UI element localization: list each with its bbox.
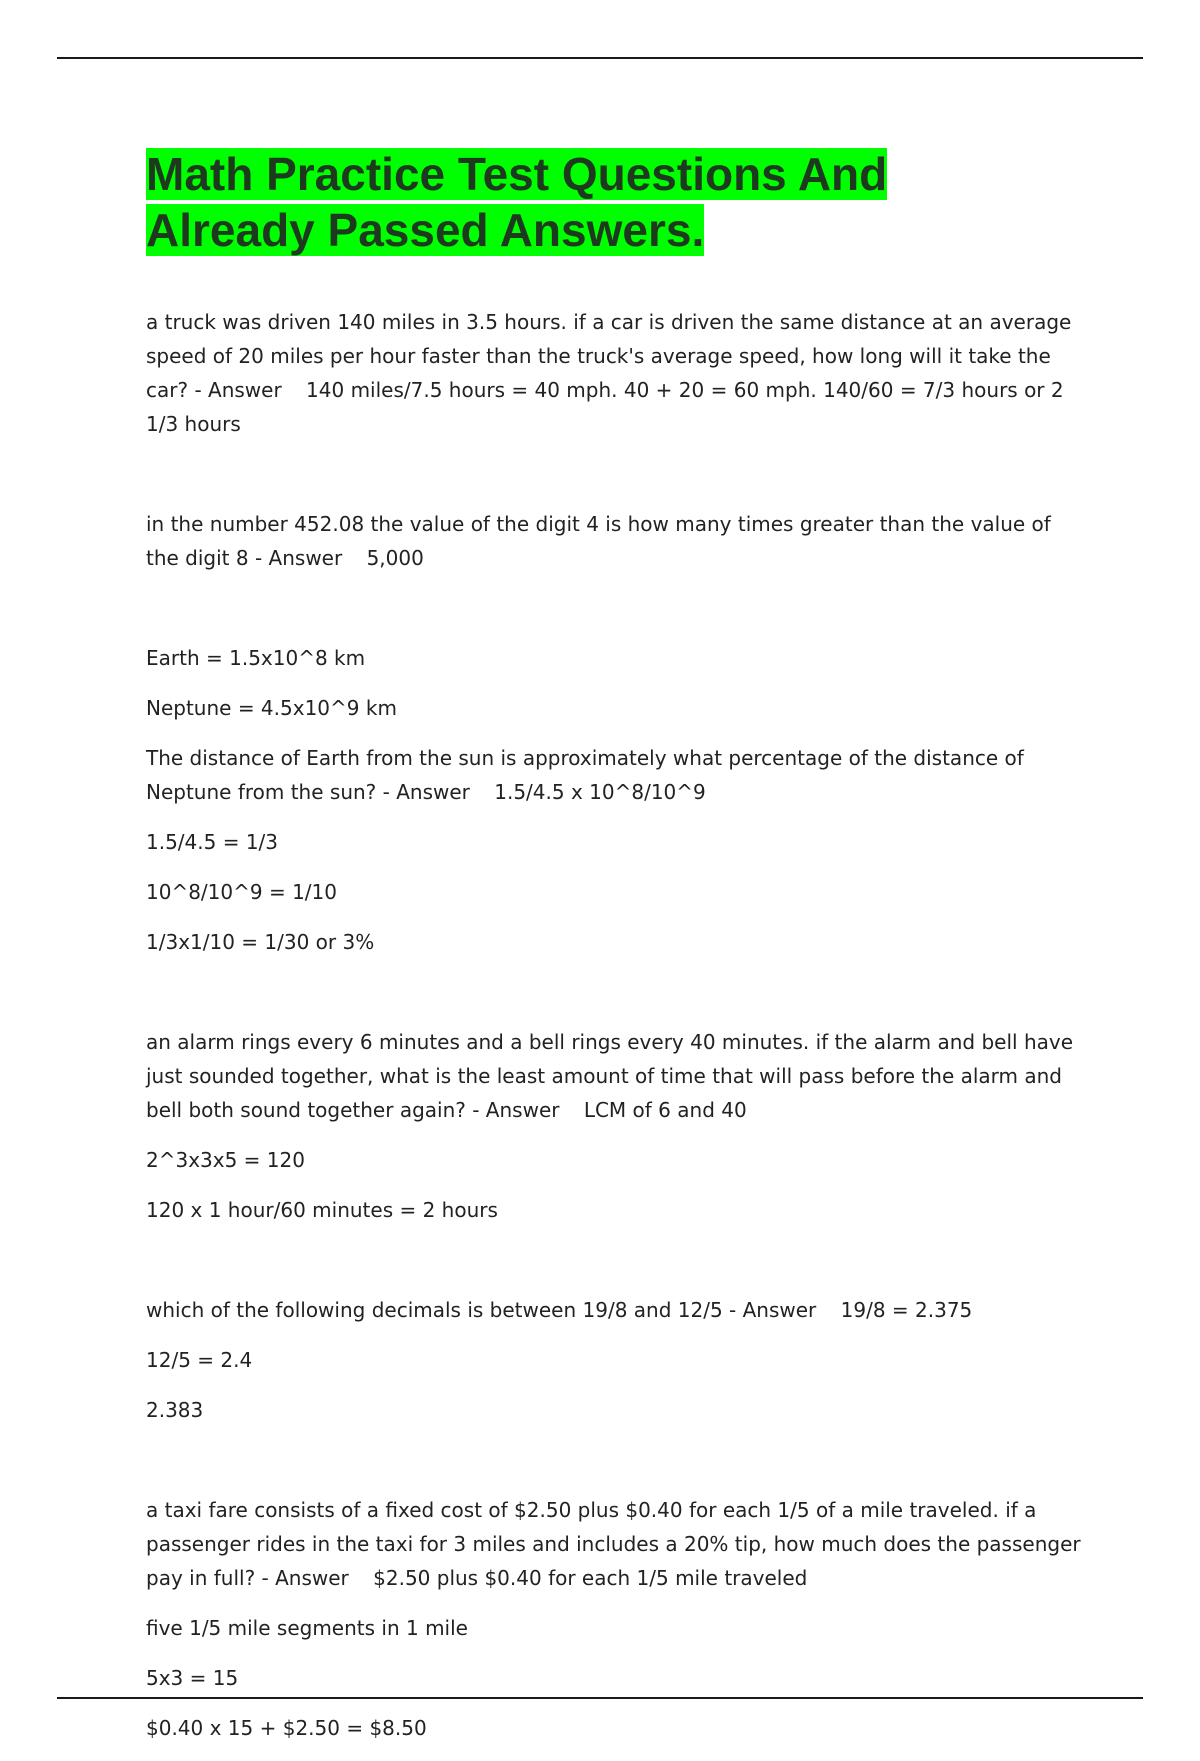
question-2 <box>146 507 1086 575</box>
given-line: Neptune = 4.5x10^9 km <box>146 696 397 720</box>
top-divider <box>57 57 1143 59</box>
answer-step: 120 x 1 hour/60 minutes = 2 hours <box>146 1198 498 1222</box>
question-text: a truck was driven 140 miles in 3.5 hours. if a car is driven the same distance at an average speed of 20 miles per hour faster than the truck's average speed, how long will it take the car? - Answer <box>146 310 1072 402</box>
answer-text: LCM of 6 and 40 <box>583 1098 747 1122</box>
answer-step: 1.5/4.5 = 1/3 <box>146 830 279 854</box>
question-4 <box>146 1025 1086 1127</box>
answer-step: 1/3x1/10 = 1/30 or 3% <box>146 930 375 954</box>
title-line-1: Math Practice Test Questions And <box>146 148 888 200</box>
answer-step: five 1/5 mile segments in 1 mile <box>146 1616 468 1640</box>
given-line: Earth = 1.5x10^8 km <box>146 646 366 670</box>
answer-text: 5,000 <box>366 546 424 570</box>
question-5 <box>146 1293 1086 1327</box>
answer-text: 19/8 = 2.375 <box>840 1298 973 1322</box>
question-1 <box>146 305 1086 441</box>
question-text: in the number 452.08 the value of the digit 4 is how many times greater than the value of the digit 8 - Answer <box>146 512 1051 570</box>
question-text: an alarm rings every 6 minutes and a bell rings every 40 minutes. if the alarm and bell have just sounded together, what is the least amount of time that will pass before the alarm and bell both sound together again? - Answer <box>146 1030 1074 1122</box>
answer-step: 2.383 <box>146 1398 204 1422</box>
bottom-divider <box>57 1697 1143 1699</box>
title-line-2: Already Passed Answers. <box>146 204 705 256</box>
page-title <box>146 146 887 258</box>
answer-step: $0.40 x 15 + $2.50 = $8.50 <box>146 1716 427 1740</box>
answer-text: 140 miles/7.5 hours = 40 mph. 40 + 20 = 60 mph. 140/60 = 7/3 hours or 2 1/3 hours <box>146 378 1064 436</box>
question-text: a taxi fare consists of a fixed cost of $2.50 plus $0.40 for each 1/5 of a mile traveled. if a passenger rides in the taxi for 3 miles and includes a 20% tip, how much does the passenger pay in full? - Answer <box>146 1498 1081 1590</box>
question-text: which of the following decimals is between 19/8 and 12/5 - Answer <box>146 1298 817 1322</box>
answer-text: 1.5/4.5 x 10^8/10^9 <box>494 780 706 804</box>
answer-step: 5x3 = 15 <box>146 1666 239 1690</box>
answer-step: 10^8/10^9 = 1/10 <box>146 880 337 904</box>
answer-text: $2.50 plus $0.40 for each 1/5 mile traveled <box>373 1566 808 1590</box>
answer-step: 2^3x3x5 = 120 <box>146 1148 305 1172</box>
question-3 <box>146 741 1086 809</box>
question-6 <box>146 1493 1086 1595</box>
question-text: The distance of Earth from the sun is approximately what percentage of the distance of Neptune from the sun? - Answer <box>146 746 1024 804</box>
document-body <box>146 305 1086 1761</box>
answer-step: 12/5 = 2.4 <box>146 1348 253 1372</box>
